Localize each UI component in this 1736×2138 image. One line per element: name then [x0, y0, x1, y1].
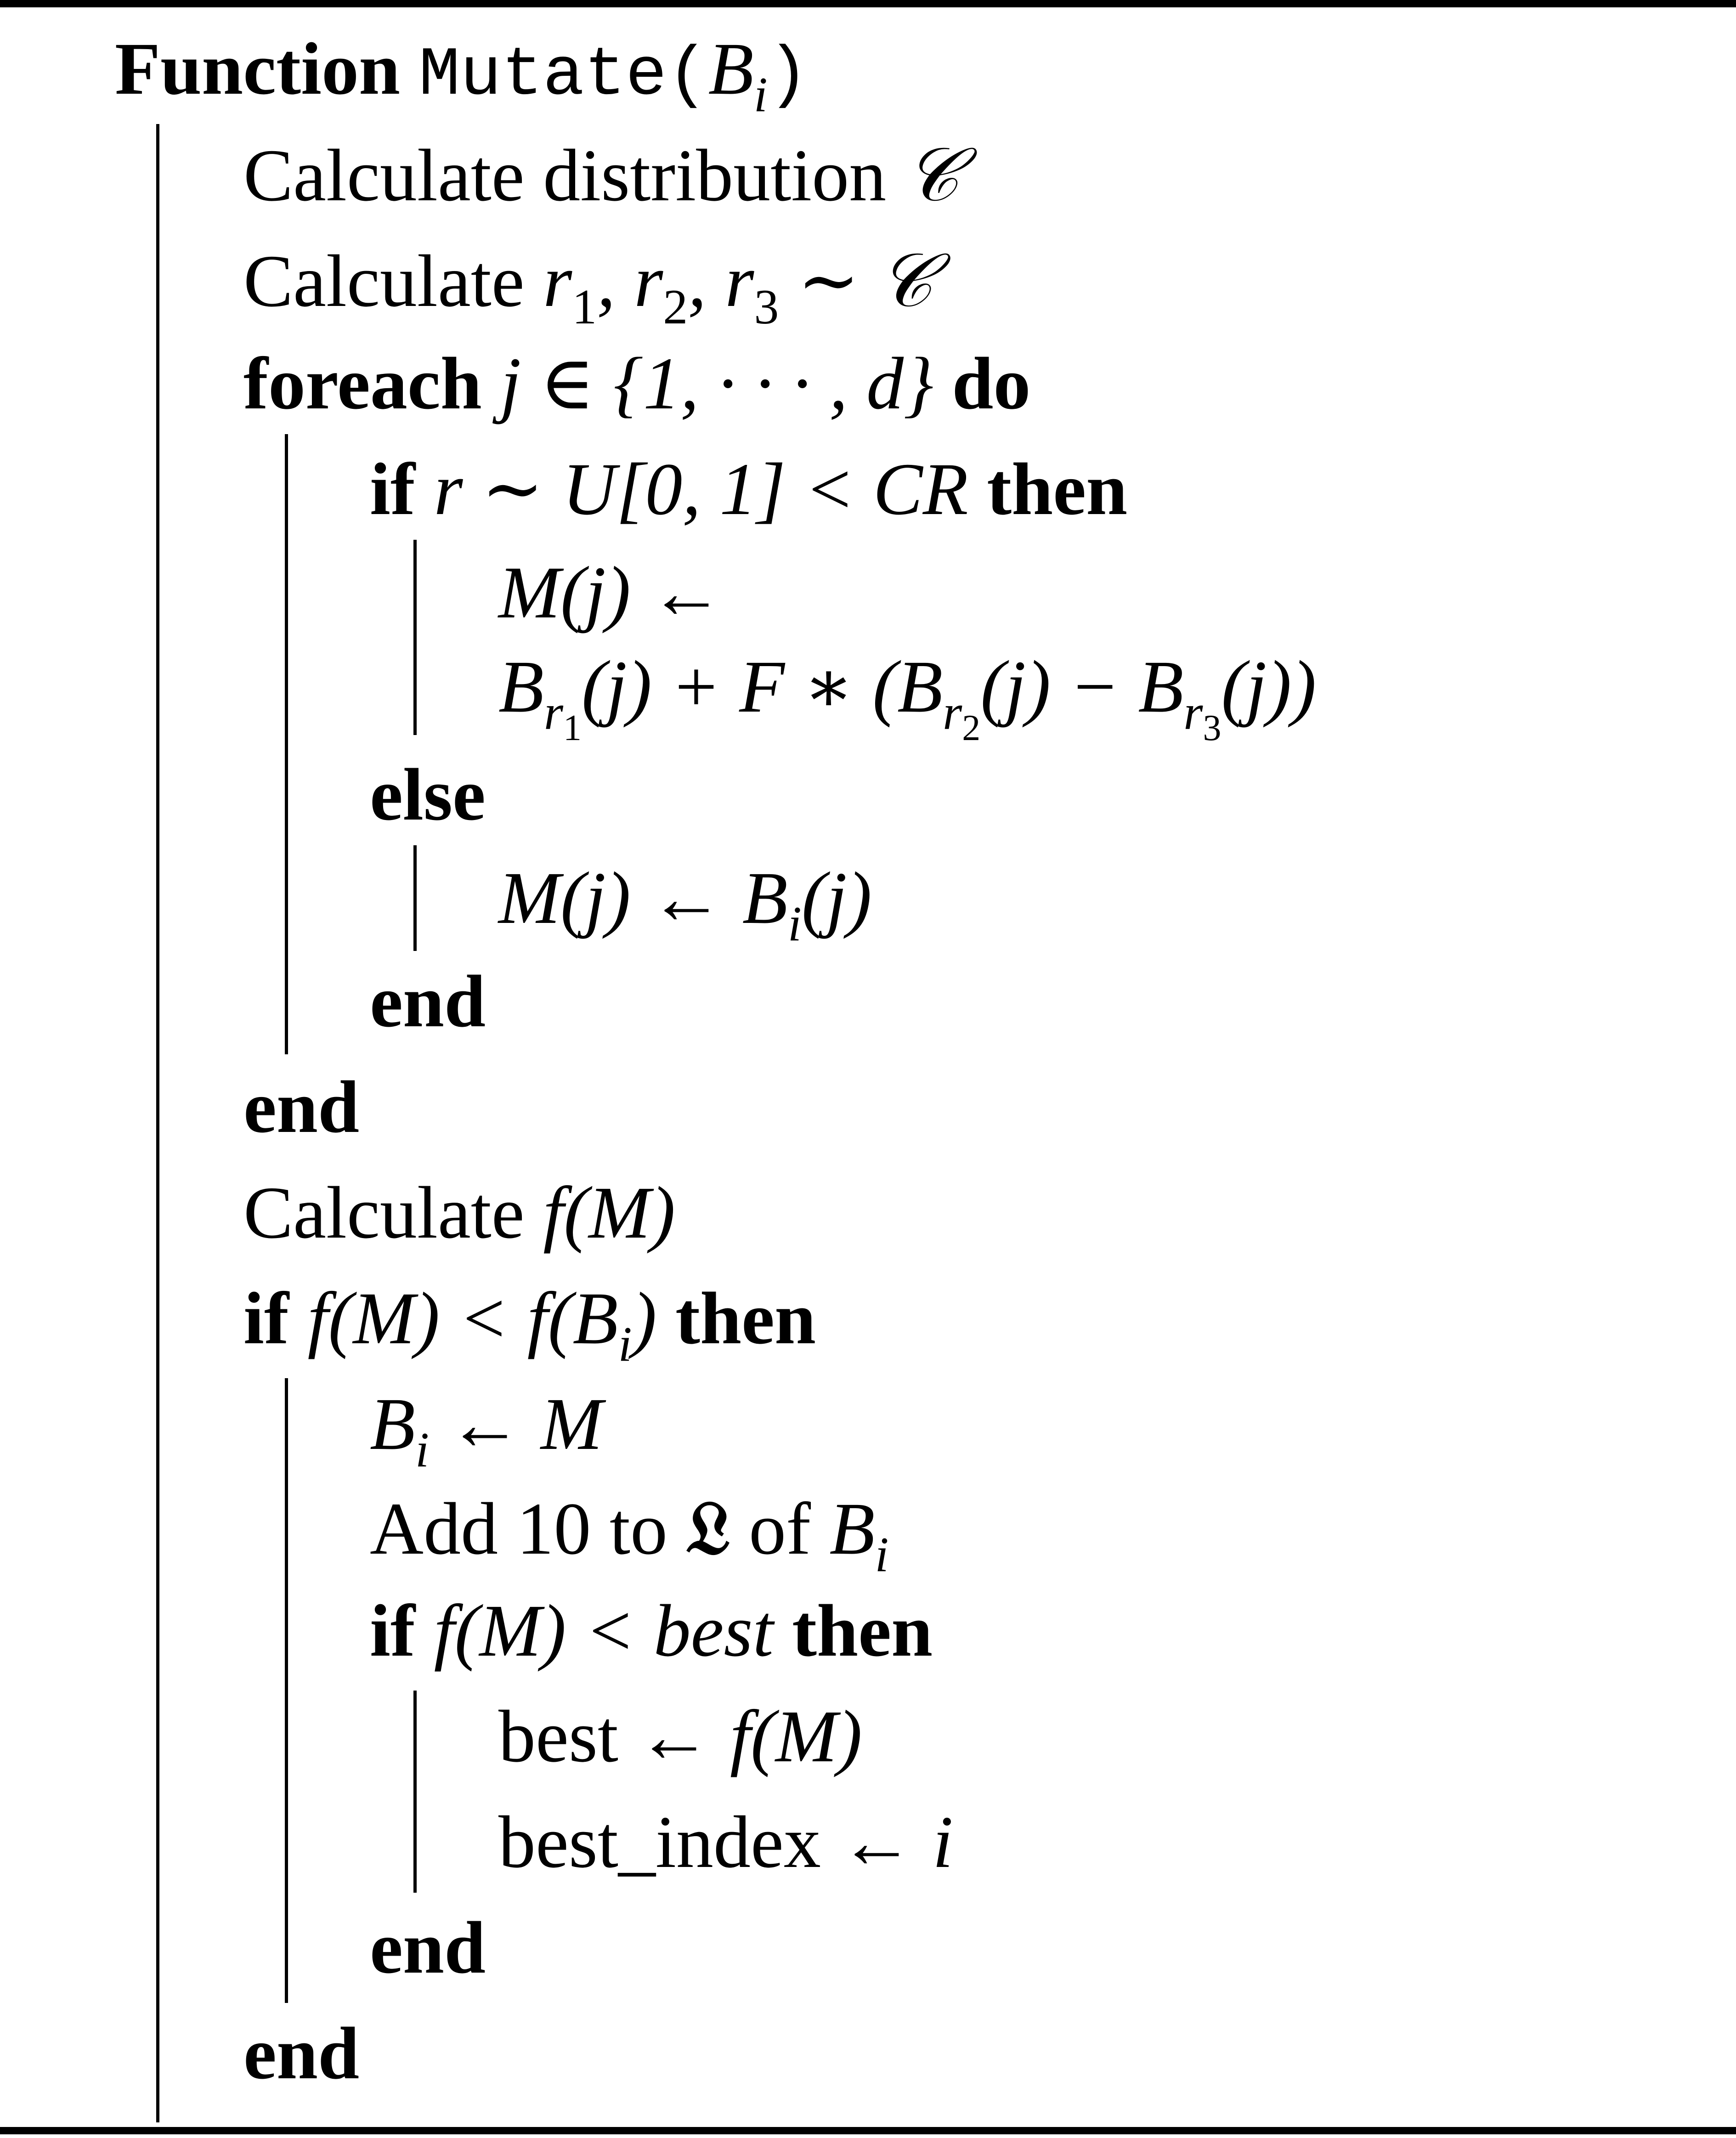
assign-mid-2: (j) − B: [980, 646, 1184, 728]
block-bar-if1: [413, 540, 417, 735]
line-best-index-assign: [498, 1801, 953, 1883]
add-b-sub: i: [875, 1527, 889, 1582]
r1-sub-var: r: [543, 685, 563, 740]
r2-sub-var: r: [943, 685, 962, 740]
r3-sub: 3: [754, 279, 779, 334]
line-if-best: [370, 1590, 933, 1672]
function-header: [115, 28, 809, 122]
best-math: f(M): [729, 1696, 862, 1778]
r1-subsub: 1: [563, 707, 582, 748]
if-keyword-1: if: [370, 448, 415, 531]
line-calc-fitness: [243, 1172, 676, 1254]
line-calc-r: [243, 238, 933, 334]
distribution-symbol: 𝒞: [905, 132, 959, 218]
assign-else-sub: i: [787, 896, 802, 951]
bi-assign-rhs: ← M: [429, 1383, 603, 1465]
block-bar-function: [156, 124, 159, 2122]
r-mid-2: , r: [688, 240, 754, 322]
line-assign-mutant-1: [498, 552, 724, 634]
add-b-var: B: [829, 1488, 875, 1570]
bottom-rule: [0, 2127, 1736, 2134]
distribution-symbol-2: 𝒞: [878, 238, 933, 324]
block-bar-if2: [285, 1378, 288, 2003]
assign-mutant-lhs: M(j) ←: [498, 552, 724, 634]
r2-subsub: 2: [962, 707, 981, 748]
assign-tail: (j)): [1221, 646, 1317, 728]
r-mid-1: , r: [597, 240, 663, 322]
r1-sub: 1: [572, 279, 597, 334]
line-if-crossover: [370, 448, 1128, 531]
best-text: best ←: [498, 1696, 730, 1778]
line-best-assign: [498, 1696, 862, 1778]
line-add-limit: [370, 1484, 889, 1582]
best-index-text: best_index ←: [498, 1801, 933, 1883]
else-keyword: else: [370, 754, 486, 836]
then-keyword-1: then: [987, 448, 1128, 531]
line-calc-distribution: [243, 132, 959, 218]
foreach-keyword: foreach: [243, 343, 482, 425]
end-keyword-if-3: end: [370, 1907, 486, 1989]
line-if-better: [243, 1278, 816, 1372]
limit-symbol: 𝔏: [686, 1484, 730, 1572]
then-keyword-2: then: [675, 1278, 816, 1360]
calc-f-math: f(M): [543, 1172, 676, 1254]
bi-var: B: [370, 1383, 415, 1465]
bi-sub: i: [415, 1422, 429, 1477]
line-end-if-1: [370, 961, 486, 1043]
add-text-a: Add 10 to: [370, 1488, 686, 1570]
assign-else-lhs: M(j) ← B: [498, 857, 788, 939]
foreach-condition: j ∈ {1, · · · , d}: [481, 343, 952, 425]
assign-mid-1: (j) + F ∗ (B: [582, 646, 943, 728]
block-bar-else: [413, 845, 417, 951]
line-end-if-3: [370, 1907, 486, 1989]
r-var: r: [543, 240, 572, 322]
do-keyword: do: [952, 343, 1031, 425]
function-keyword: Function: [115, 28, 401, 110]
best-index-math: i: [932, 1801, 953, 1883]
function-arg-sub: i: [753, 67, 768, 122]
r3-subsub: 3: [1203, 707, 1221, 748]
line-assign-mutant-else: [498, 857, 872, 951]
sim-symbol: ∼: [779, 240, 879, 322]
line-foreach: [243, 343, 1031, 425]
if-better-cond-b: ): [632, 1278, 676, 1360]
top-rule: [0, 0, 1736, 7]
b-r1-var: B: [498, 646, 544, 728]
if-best-var: best: [653, 1590, 774, 1672]
calc-f-text: Calculate: [243, 1172, 543, 1254]
calc-r-text: Calculate: [243, 240, 543, 322]
line-end-if-2: [243, 2013, 360, 2095]
end-keyword-if-2: end: [243, 2013, 360, 2095]
r2-sub: 2: [663, 279, 688, 334]
then-keyword-3: then: [792, 1590, 933, 1672]
if-better-cond-a: f(M) < f(B: [288, 1278, 618, 1360]
block-bar-foreach: [285, 434, 288, 1054]
line-end-foreach: [243, 1066, 360, 1148]
line-bi-assign: [370, 1383, 603, 1477]
line-assign-mutant-2: [498, 646, 1317, 748]
line-else: [370, 754, 486, 836]
r3-sub-var: r: [1183, 685, 1203, 740]
calc-dist-text: Calculate distribution: [243, 135, 905, 217]
if-keyword-3: if: [370, 1590, 415, 1672]
function-close: ): [767, 37, 809, 115]
block-bar-if3: [413, 1691, 417, 1893]
if-crossover-condition: r ∼ U[0, 1] < CR: [415, 448, 987, 531]
add-text-b: of: [730, 1488, 830, 1570]
end-keyword-foreach: end: [243, 1066, 360, 1148]
if-keyword-2: if: [243, 1278, 289, 1360]
end-keyword-if-1: end: [370, 961, 486, 1043]
assign-else-tail: (j): [801, 857, 872, 939]
if-best-cond-b: [774, 1590, 792, 1672]
function-arg: B: [708, 28, 754, 110]
if-best-cond-a: f(M) <: [415, 1590, 654, 1672]
function-name: Mutate(: [418, 37, 708, 115]
if-better-sub: i: [618, 1317, 632, 1372]
